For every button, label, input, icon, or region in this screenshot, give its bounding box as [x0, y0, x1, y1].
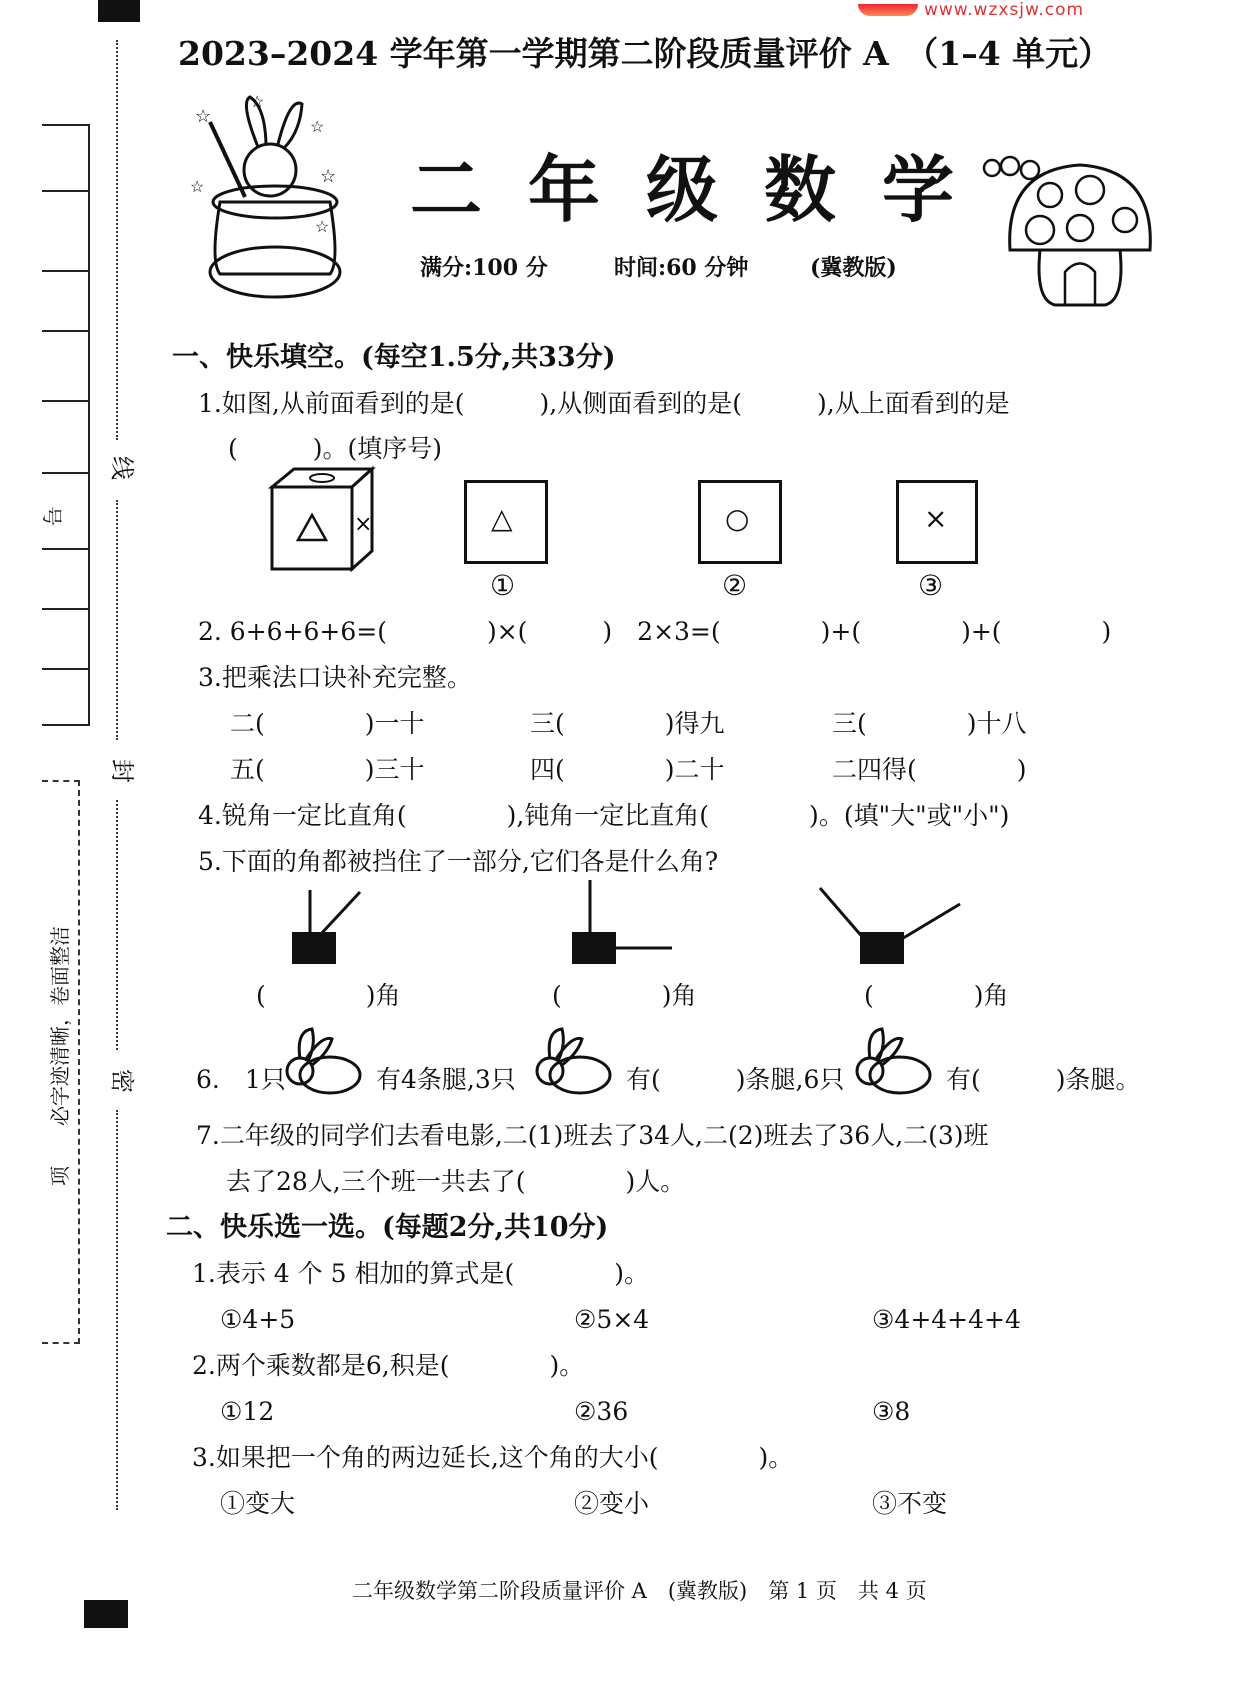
choice-option: ②5×4: [574, 1305, 650, 1334]
watermark: www.wzxsjw.com: [858, 0, 1084, 20]
choice-option: ②变小: [574, 1489, 650, 1518]
view-option-3: [896, 480, 978, 564]
q3-item: 二四得( ): [832, 755, 1027, 784]
choice-option: ①4+5: [220, 1305, 296, 1334]
section2-heading: 二、快乐选一选。(每题2分,共10分): [166, 1212, 609, 1243]
triangle-icon: △: [491, 502, 513, 535]
dotted-line: [116, 40, 118, 440]
svg-text:☆: ☆: [310, 117, 325, 136]
info-box-border: [88, 124, 90, 724]
choice-option: ③4+4+4+4: [872, 1305, 1021, 1334]
page-footer: 二年级数学第二阶段质量评价 A (冀教版) 第 1 页 共 4 页: [352, 1579, 927, 1603]
question-6-part: 有4条腿,3只: [376, 1065, 516, 1094]
q3-item: 三( )得九: [530, 709, 725, 738]
option-label: ②: [722, 569, 748, 602]
question-6-part: 6. 1只: [196, 1065, 286, 1094]
question-1-cont: ( )。(填序号): [228, 434, 443, 463]
dotted-line: [116, 500, 118, 740]
q3-item: 四( )二十: [530, 755, 725, 784]
hidden-angles-figure: [280, 880, 1040, 970]
binding-seal-label: 封: [108, 759, 136, 783]
question-4: 4.锐角一定比直角( ),钝角一定比直角( )。(填"大"或"小"): [198, 801, 1010, 830]
question-2: 2. 6+6+6+6=( )×( ) 2×3=( )+( )+( ): [198, 617, 1112, 646]
choice-question-2: 2.两个乘数都是6,积是( )。: [192, 1351, 585, 1380]
section1-heading: 一、快乐填空。(每空1.5分,共33分): [172, 342, 616, 373]
binding-secret-label: 密: [108, 1069, 136, 1093]
svg-text:☆: ☆: [250, 92, 265, 111]
edition: (冀教版): [810, 255, 897, 281]
rabbit-icon: [532, 1025, 622, 1097]
rabbit-magician-illustration: [190, 92, 370, 302]
choice-option: ②36: [574, 1397, 629, 1426]
rabbit-icon: [852, 1025, 942, 1097]
view-option-2: [698, 480, 782, 564]
choice-option: ③不变: [872, 1489, 948, 1518]
choice-option: ③8: [872, 1397, 911, 1426]
question-5: 5.下面的角都被挡住了一部分,它们各是什么角?: [198, 847, 719, 876]
svg-text:☆: ☆: [190, 177, 205, 196]
view-option-1: [464, 480, 548, 564]
choice-option: ①12: [220, 1397, 275, 1426]
subject-title: 二年级数学: [410, 147, 1001, 232]
circle-icon: ○: [725, 502, 750, 535]
option-label: ①: [490, 569, 516, 602]
question-6-part: 有( )条腿,6只: [626, 1065, 845, 1094]
mushroom-house-illustration: [980, 150, 1170, 310]
q3-item: 五( )三十: [230, 755, 425, 784]
exam-title: 2023–2024 学年第一学期第二阶段质量评价 A （1–4 单元）: [178, 34, 1112, 73]
svg-text:×: ×: [354, 512, 373, 537]
question-3: 3.把乘法口诀补充完整。: [198, 663, 472, 692]
q5-answer: ( )角: [552, 981, 697, 1010]
binding-label: 号: [40, 506, 64, 526]
option-label: ③: [918, 569, 944, 602]
dotted-line: [116, 800, 118, 1050]
full-marks: 满分:100 分: [420, 255, 548, 281]
svg-text:☆: ☆: [195, 106, 212, 127]
question-7-cont: 去了28人,三个班一共去了( )人。: [226, 1167, 686, 1196]
question-6-part: 有( )条腿。: [946, 1065, 1141, 1094]
notice-text: 项 必字迹清晰，卷面整洁: [48, 926, 72, 1186]
choice-question-1: 1.表示 4 个 5 相加的算式是( )。: [192, 1259, 649, 1288]
site-logo-icon: [858, 4, 918, 16]
svg-text:☆: ☆: [320, 166, 337, 187]
dotted-line: [116, 1110, 118, 1510]
svg-text:☆: ☆: [315, 217, 330, 236]
cube-figure: [268, 465, 378, 575]
time-limit: 时间:60 分钟: [614, 255, 749, 281]
rabbit-icon: [282, 1025, 372, 1097]
question-1: 1.如图,从前面看到的是( ),从侧面看到的是( ),从上面看到的是: [198, 389, 1010, 418]
q5-answer: ( )角: [864, 981, 1009, 1010]
cross-icon: ×: [924, 502, 948, 535]
question-7: 7.二年级的同学们去看电影,二(1)班去了34人,二(2)班去了36人,二(3)班: [196, 1121, 989, 1150]
binding-margin: [0, 0, 150, 1697]
q3-item: 三( )十八: [832, 709, 1027, 738]
choice-option: ①变大: [220, 1489, 296, 1518]
q5-answer: ( )角: [256, 981, 401, 1010]
q3-item: 二( )一十: [230, 709, 425, 738]
choice-question-3: 3.如果把一个角的两边延长,这个角的大小( )。: [192, 1443, 794, 1472]
binding-line-label: 线: [108, 456, 136, 480]
